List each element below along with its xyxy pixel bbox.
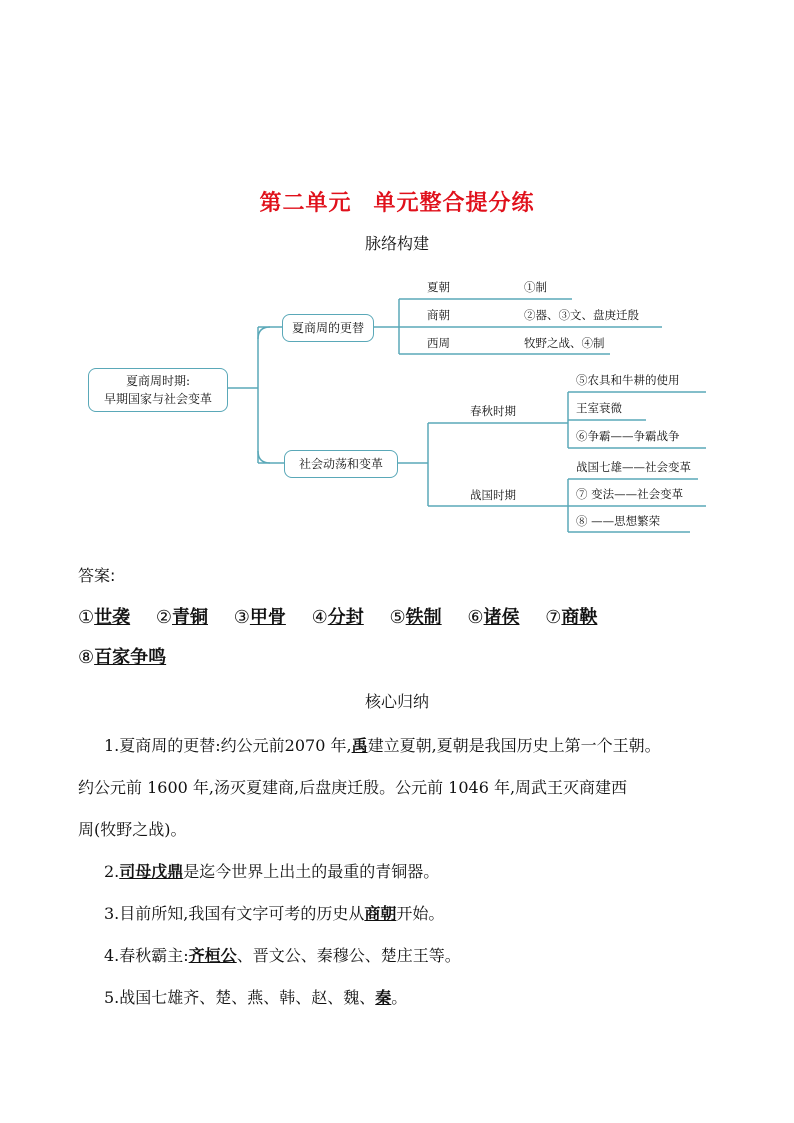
answer-item (78, 603, 130, 629)
title-main: 单元整合提分练 (373, 191, 535, 216)
answer-value: 百家争鸣 (94, 647, 167, 668)
highlight: 商朝 (364, 904, 397, 923)
answer-item (78, 643, 166, 669)
answer-number: ⑤ (389, 607, 406, 628)
summary-point-3 (104, 893, 744, 935)
text: 3.目前所知,我国有文字可考的历史从 (104, 904, 365, 923)
branch-label: 夏商周的更替 (291, 321, 364, 335)
answers-list (78, 603, 718, 683)
node-shang-note: ②器、③文、盘庚迁殷 (524, 308, 639, 322)
answer-value: 世袭 (94, 607, 131, 628)
text: 。 (391, 988, 408, 1007)
chunqiu-item: ⑤农具和牛耕的使用 (576, 373, 680, 387)
answer-value: 甲骨 (249, 607, 286, 628)
text: 建立夏朝,夏朝是我国历史上第一个王朝。 (367, 736, 661, 755)
zhanguo-item: 战国七雄——社会变革 (576, 460, 691, 474)
text: 2. (104, 862, 120, 881)
answers-label: 答案: (78, 566, 116, 585)
root-node (88, 368, 228, 412)
answer-item (234, 603, 286, 629)
branch-social-change (284, 450, 398, 478)
node-xia: 夏朝 (427, 280, 450, 294)
branch-label: 社会动荡和变革 (298, 457, 383, 471)
answer-number: ③ (233, 607, 250, 628)
text: 约公元前 1600 年,汤灭夏建商,后盘庚迁殷。公元前 1046 年,周武王灭商建西 (78, 778, 628, 797)
root-line-1: 夏商周时期: (125, 374, 191, 388)
node-zhanguo: 战国时期 (470, 488, 516, 502)
highlight: 秦 (375, 988, 392, 1007)
answer-number: ② (155, 607, 173, 628)
summary-point-1-cont (78, 809, 744, 851)
answer-item (390, 603, 442, 629)
answer-item (312, 603, 364, 629)
highlight: 司母戊鼎 (119, 862, 184, 881)
chunqiu-item: ⑥争霸——争霸战争 (576, 429, 680, 443)
node-xizhou: 西周 (427, 336, 450, 350)
answer-number: ④ (311, 607, 328, 628)
answer-number: ① (78, 607, 95, 628)
node-xia-note: ①制 (524, 280, 547, 294)
answer-number: ⑥ (467, 607, 484, 628)
node-shang: 商朝 (427, 308, 450, 322)
text: 1.夏商周的更替:约公元前2070 年, (104, 736, 352, 755)
zhanguo-item: ⑦ 变法——社会变革 (576, 487, 684, 501)
branch-xia-shang-zhou (282, 314, 374, 342)
summary-points (78, 725, 744, 1019)
answer-value: 分封 (327, 607, 364, 628)
root-line-2: 早期国家与社会变革 (103, 392, 212, 406)
node-xizhou-note: 牧野之战、④制 (524, 336, 605, 350)
text: 、晋文公、秦穆公、楚庄王等。 (236, 946, 461, 965)
summary-point-5 (104, 977, 744, 1019)
text: 开始。 (396, 904, 445, 923)
title-unit: 第二单元 (259, 191, 352, 216)
chunqiu-item: 王室衰微 (576, 401, 622, 415)
summary-point-4 (104, 935, 744, 977)
answer-item (156, 603, 208, 629)
answer-value: 诸侯 (483, 607, 520, 628)
answer-item (545, 603, 597, 629)
answer-number: ⑦ (545, 607, 562, 628)
text: 5.战国七雄齐、楚、燕、韩、赵、魏、 (104, 988, 376, 1007)
highlight: 齐桓公 (188, 946, 237, 965)
answer-item (467, 603, 519, 629)
section-heading-structure: 脉络构建 (364, 234, 429, 253)
summary-point-2 (104, 851, 744, 893)
page-title (0, 186, 794, 217)
text: 是迄今世界上出土的最重的青铜器。 (183, 862, 440, 881)
section-heading-summary: 核心归纳 (364, 692, 429, 711)
answer-number: ⑧ (78, 647, 95, 668)
summary-point-1-cont (78, 767, 744, 809)
zhanguo-item: ⑧ ——思想繁荣 (576, 514, 661, 528)
text: 周(牧野之战)。 (78, 820, 187, 839)
summary-point-1 (104, 725, 744, 767)
answer-value: 商鞅 (561, 607, 598, 628)
answer-value: 铁制 (405, 607, 442, 628)
highlight: 禹 (351, 736, 368, 755)
text: 4.春秋霸主: (104, 946, 189, 965)
answer-value: 青铜 (172, 607, 209, 628)
node-chunqiu: 春秋时期 (470, 404, 516, 418)
